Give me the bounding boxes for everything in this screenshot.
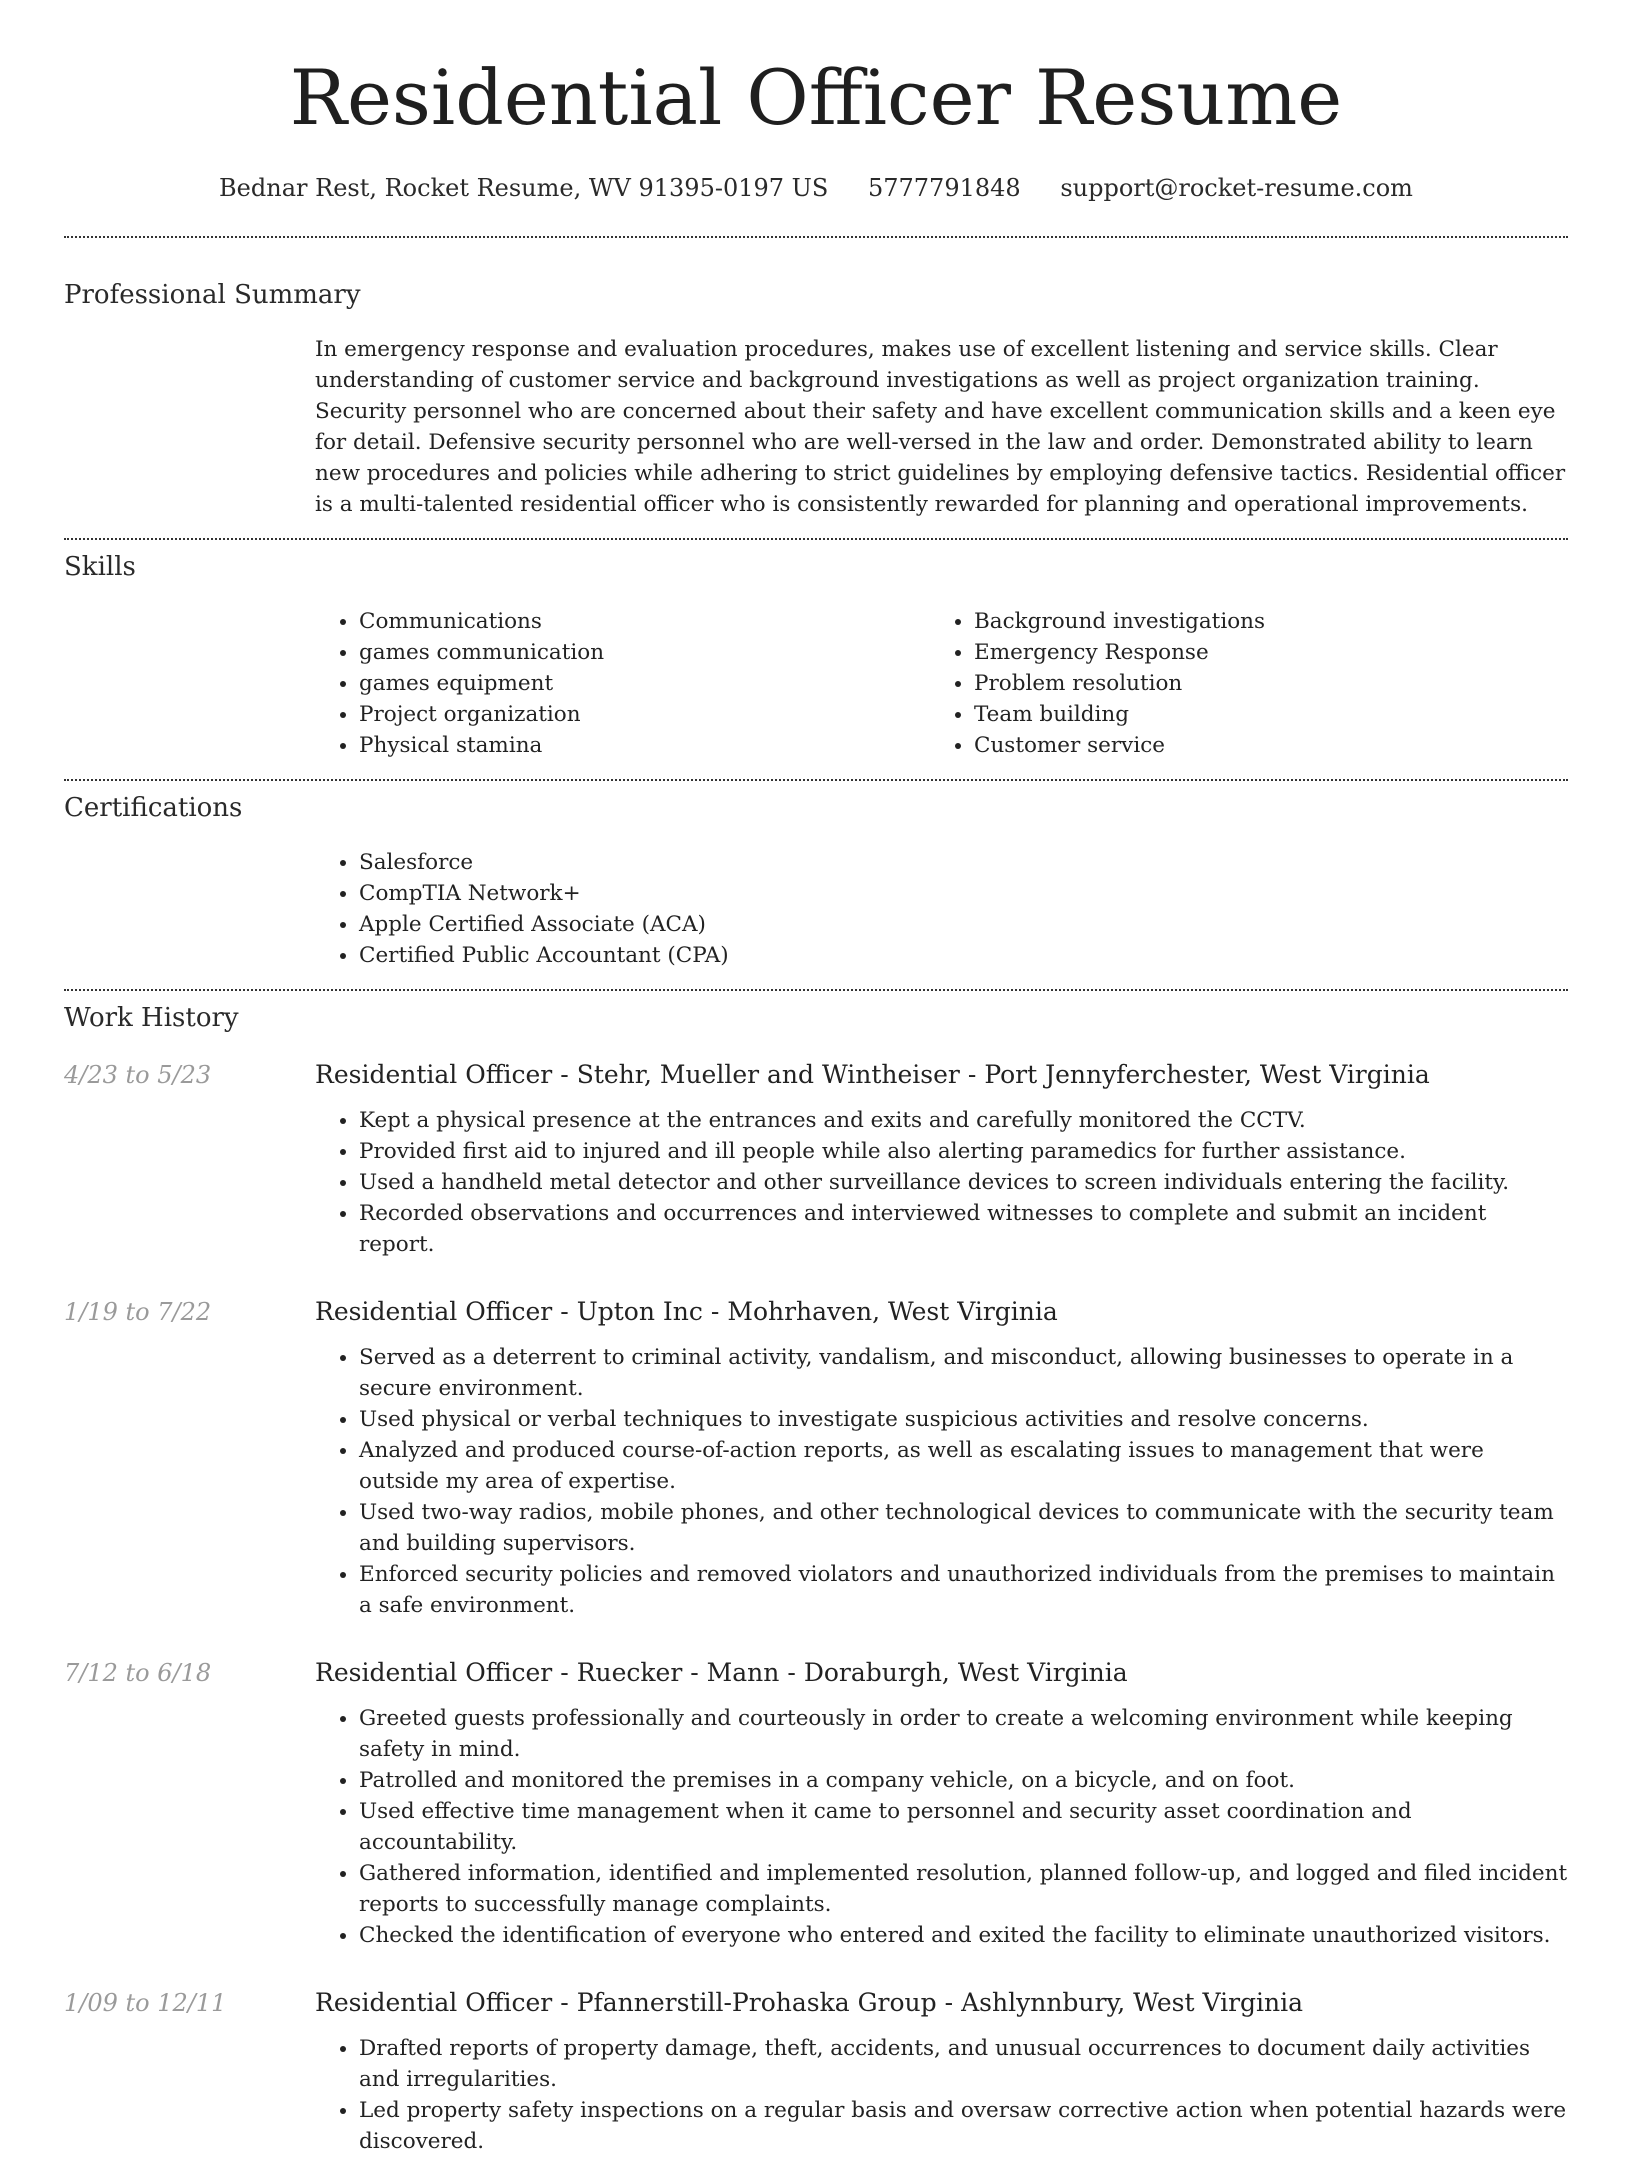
certification-item: • Apple Certified Associate (ACA) — [359, 909, 1568, 940]
job-body — [315, 1296, 1568, 1621]
job-bullet: • Analyzed and produced course-of-action reports, as well as escalating issues to management that were outside my area of expertise. — [359, 1435, 1568, 1497]
work-history-heading: Work History — [64, 1003, 239, 1033]
skill-item: • Communications — [359, 606, 930, 637]
summary-text: In emergency response and evaluation procedures, makes use of excellent listening and service skills. Clear understanding of customer service and background investigations as well as project organization training. Security personnel who are concerned about their safety and have excellent communication skills and a keen eye for detail. Defensive security personnel who are well-versed in the law and order. Demonstrated ability to learn new procedures and policies while adhering to strict guidelines by employing defensive tactics. Residential officer is a multi-talented residential officer who is consistently rewarded for planning and operational improvements. — [315, 337, 1566, 517]
contact-email[interactable]: support@rocket-resume.com — [1060, 174, 1413, 202]
skill-item: • Physical stamina — [359, 730, 930, 761]
job-bullet: • Used two-way radios, mobile phones, and other technological devices to communicate with the security team and building supervisors. — [359, 1497, 1568, 1559]
job-title-line: Residential Officer - Stehr, Mueller and Wintheiser - Port Jennyferchester, West Virginia — [315, 1060, 1430, 1089]
job-title: Residential Officer — [315, 1060, 553, 1089]
job-location: Port Jennyferchester, West Virginia — [984, 1060, 1430, 1089]
divider — [64, 236, 1568, 238]
job-bullet: • Led property safety inspections on a regular basis and oversaw corrective action when potential hazards were discovered. — [359, 2095, 1568, 2157]
job-bullet: • Greeted guests professionally and courteously in order to create a welcoming environment while keeping safety in mind. — [359, 1703, 1568, 1765]
job-bullet: • Kept a physical presence at the entrances and exits and carefully monitored the CCTV. — [359, 1105, 1568, 1136]
contact-address: Bednar Rest, Rocket Resume, WV 91395-0197 US — [219, 174, 829, 202]
contact-phone: 5777791848 — [867, 174, 1021, 202]
job-title-line: Residential Officer - Pfannerstill-Prohaska Group - Ashlynnbury, West Virginia — [315, 1988, 1304, 2017]
job-bullet: • Used a handheld metal detector and other surveillance devices to screen individuals entering the facility. — [359, 1167, 1568, 1198]
divider — [64, 989, 1568, 991]
skills-list — [315, 606, 1568, 761]
job-entry — [64, 1987, 1568, 2157]
job-title: Residential Officer — [315, 1297, 553, 1326]
job-bullets — [315, 1105, 1568, 1260]
job-bullet: • Drafted reports of property damage, theft, accidents, and unusual occurrences to document daily activities and irregularities. — [359, 2033, 1568, 2095]
skill-item: • Problem resolution — [974, 668, 1545, 699]
skill-item: • games equipment — [359, 668, 930, 699]
job-dates: 1/09 to 12/11 — [64, 1989, 227, 2017]
job-dates: 1/19 to 7/22 — [64, 1298, 212, 1326]
divider — [64, 538, 1568, 540]
job-body — [315, 1987, 1568, 2157]
skill-item: • Project organization — [359, 699, 930, 730]
resume-page — [64, 0, 1568, 2157]
job-location: Mohrhaven, West Virginia — [727, 1297, 1058, 1326]
job-company: Upton Inc — [576, 1297, 703, 1326]
job-bullet: • Enforced security policies and removed violators and unauthorized individuals from the premises to maintain a safe environment. — [359, 1559, 1568, 1621]
job-dates: 4/23 to 5/23 — [64, 1061, 212, 1089]
job-entry — [64, 1296, 1568, 1621]
job-bullet: • Used physical or verbal techniques to investigate suspicious activities and resolve concerns. — [359, 1404, 1568, 1435]
job-dates: 7/12 to 6/18 — [64, 1659, 212, 1687]
skills-column-right — [930, 606, 1545, 761]
certification-item: • Certified Public Accountant (CPA) — [359, 940, 1568, 971]
job-entry — [64, 1059, 1568, 1260]
certification-item: • CompTIA Network+ — [359, 878, 1568, 909]
job-title: Residential Officer — [315, 1658, 553, 1687]
job-bullet: • Gathered information, identified and implemented resolution, planned follow-up, and logged and filed incident reports to successfully manage complaints. — [359, 1858, 1568, 1920]
divider — [64, 779, 1568, 781]
job-company: Pfannerstill-Prohaska Group — [576, 1988, 937, 2017]
job-title-line: Residential Officer - Upton Inc - Mohrhaven, West Virginia — [315, 1297, 1058, 1326]
job-company: Ruecker - Mann — [576, 1658, 780, 1687]
job-bullet: • Checked the identification of everyone who entered and exited the facility to eliminate unauthorized visitors. — [359, 1920, 1568, 1951]
job-bullet: • Patrolled and monitored the premises in a company vehicle, on a bicycle, and on foot. — [359, 1765, 1568, 1796]
job-bullet: • Recorded observations and occurrences and interviewed witnesses to complete and submit an incident report. — [359, 1198, 1568, 1260]
job-title-line: Residential Officer - Ruecker - Mann - Doraburgh, West Virginia — [315, 1658, 1128, 1687]
skill-item: • games communication — [359, 637, 930, 668]
skill-item: • Emergency Response — [974, 637, 1545, 668]
job-bullet: • Used effective time management when it came to personnel and security asset coordination and accountability. — [359, 1796, 1568, 1858]
skill-item: • Customer service — [974, 730, 1545, 761]
skills-heading: Skills — [64, 552, 136, 582]
resume-title: Residential Officer Resume — [289, 53, 1343, 142]
job-entry — [64, 1657, 1568, 1951]
job-bullets — [315, 2033, 1568, 2157]
job-body — [315, 1059, 1568, 1260]
summary-heading: Professional Summary — [64, 280, 361, 310]
skill-item: • Team building — [974, 699, 1545, 730]
job-location: Ashlynnbury, West Virginia — [961, 1988, 1304, 2017]
skills-column-left — [315, 606, 930, 761]
job-bullet: • Served as a deterrent to criminal activity, vandalism, and misconduct, allowing businesses to operate in a secure environment. — [359, 1342, 1568, 1404]
job-bullets — [315, 1342, 1568, 1621]
contact-line — [64, 174, 1568, 202]
job-location: Doraburgh, West Virginia — [803, 1658, 1128, 1687]
job-title: Residential Officer — [315, 1988, 553, 2017]
certifications-list — [315, 847, 1568, 971]
job-bullets — [315, 1703, 1568, 1951]
job-company: Stehr, Mueller and Wintheiser — [576, 1060, 960, 1089]
certifications-heading: Certifications — [64, 793, 243, 823]
job-bullet: • Provided first aid to injured and ill people while also alerting paramedics for further assistance. — [359, 1136, 1568, 1167]
skill-item: • Background investigations — [974, 606, 1545, 637]
certification-item: • Salesforce — [359, 847, 1568, 878]
job-body — [315, 1657, 1568, 1951]
